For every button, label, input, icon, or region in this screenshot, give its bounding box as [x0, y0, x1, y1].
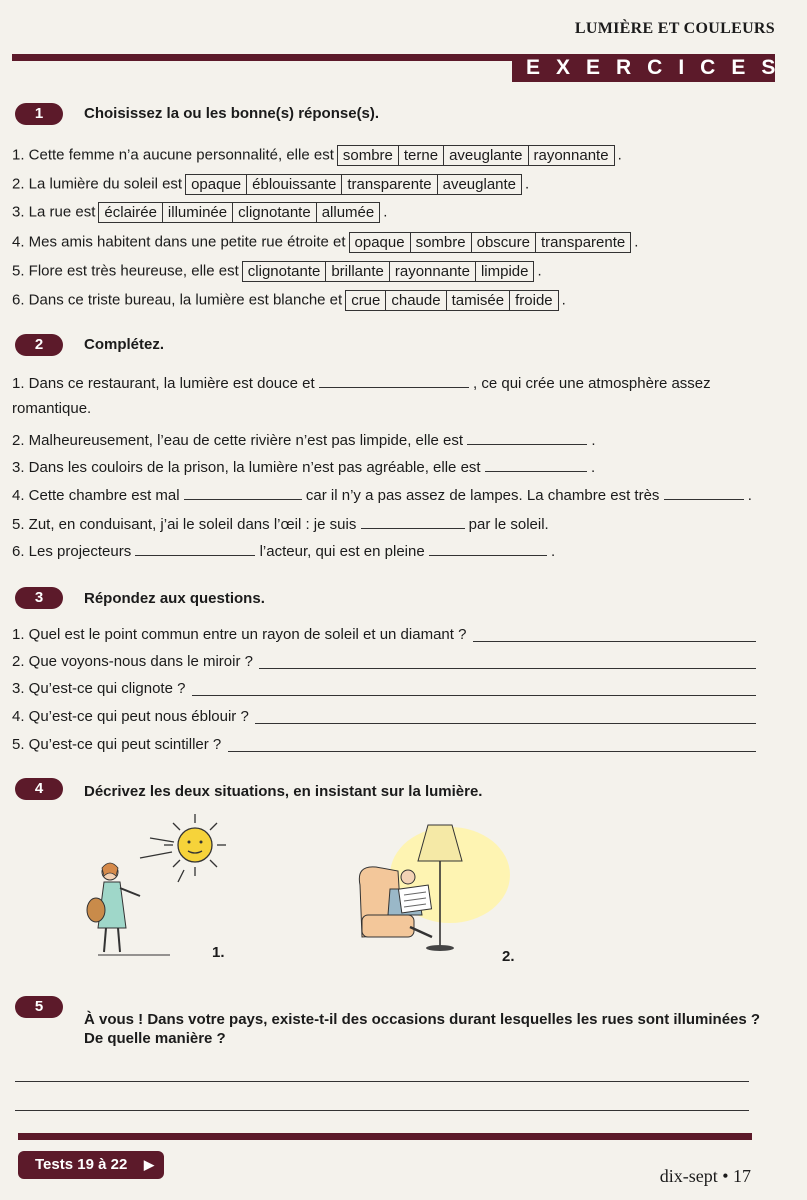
ex1-item-punct: . [561, 291, 566, 309]
tests-link-label: Tests 19 à 22 [35, 1156, 128, 1173]
ex2-text: 4. Cette chambre est mal [12, 487, 180, 504]
man-reading-illustration [340, 815, 510, 960]
choice-group [349, 232, 632, 253]
ex1-item-2 [12, 174, 529, 195]
exercise-4-instruction: Décrivez les deux situations, en insistant sur la lumière. [84, 783, 483, 800]
ex2-line-3 [12, 459, 595, 476]
ex1-item-text: 6. Dans ce triste bureau, la lumière est blanche et [12, 291, 343, 309]
choice-option[interactable]: obscure [472, 233, 536, 252]
question-text: 4. Qu’est-ce qui peut nous éblouir ? [12, 708, 249, 725]
ex3-question-2 [12, 653, 253, 670]
ex2-text: l’acteur, qui est en pleine [259, 543, 425, 560]
ex2-line-1 [12, 375, 711, 392]
exercise-1-instruction: Choisissez la ou les bonne(s) réponse(s). [84, 105, 380, 122]
ex3-question-4 [12, 708, 249, 725]
choice-option[interactable]: clignotante [233, 203, 317, 222]
choice-option[interactable]: opaque [186, 175, 247, 194]
ex2-line-1-cont: romantique. [12, 400, 92, 417]
choice-option[interactable]: rayonnante [390, 262, 476, 281]
answer-blank[interactable] [319, 375, 469, 388]
choice-option[interactable]: allumée [321, 204, 375, 221]
ex2-line-6 [12, 543, 555, 560]
answer-line[interactable] [228, 751, 756, 752]
question-text: 2. Que voyons-nous dans le miroir ? [12, 653, 253, 670]
choice-option[interactable]: sombre [411, 233, 472, 252]
choice-option[interactable]: crue [346, 291, 386, 310]
exercise-3-number: 3 [15, 587, 63, 609]
ex1-item-1 [12, 145, 622, 166]
choice-option[interactable]: éblouissante [247, 175, 342, 194]
choice-option[interactable]: éclairée [99, 203, 163, 222]
ex2-text: 6. Les projecteurs [12, 543, 132, 560]
ex1-item-punct: . [617, 146, 622, 164]
header-rule [12, 54, 512, 61]
ex2-text: 3. Dans les couloirs de la prison, la lumière n’est pas agréable, elle est [12, 459, 481, 476]
exercise-2-number: 2 [15, 334, 63, 356]
ex3-question-3 [12, 680, 185, 697]
answer-line[interactable] [259, 668, 756, 669]
question-text: 5. Qu’est-ce qui peut scintiller ? [12, 736, 222, 753]
ex1-item-text: 5. Flore est très heureuse, elle est [12, 262, 239, 280]
sun-icon [140, 814, 226, 882]
choice-option[interactable]: transparente [342, 175, 437, 194]
woman-in-sun-illustration [80, 810, 250, 960]
choice-option[interactable]: froide [515, 292, 553, 309]
exercise-5-instruction-2: De quelle manière ? [84, 1030, 226, 1047]
ex2-text: 5. Zut, en conduisant, j’ai le soleil dans l’œil : je suis [12, 516, 357, 533]
running-title: LUMIÈRE ET COULEURS [574, 20, 775, 37]
choice-option[interactable]: illuminée [163, 203, 233, 222]
ex3-question-5 [12, 736, 221, 753]
choice-option[interactable]: sombre [338, 146, 399, 165]
exercise-5-instruction-1: À vous ! Dans votre pays, existe-t-il des occasions durant lesquelles les rues sont illuminées ? [84, 1011, 761, 1028]
ex1-item-text: 3. La rue est [12, 203, 96, 221]
ex1-item-punct: . [634, 233, 639, 251]
choice-group [242, 261, 535, 282]
exercise-5-number: 5 [15, 996, 63, 1018]
answer-line[interactable] [15, 1081, 749, 1082]
exercise-3-instruction: Répondez aux questions. [84, 590, 265, 607]
ex2-text: . [591, 432, 596, 449]
choice-group [337, 145, 615, 166]
ex1-item-punct: . [383, 203, 388, 221]
answer-line[interactable] [192, 695, 756, 696]
ex1-item-4 [12, 232, 638, 253]
answer-line[interactable] [255, 723, 756, 724]
choice-option[interactable]: terne [399, 146, 444, 165]
figure-1-label: 1. [212, 944, 225, 961]
question-text: 3. Qu’est-ce qui clignote ? [12, 680, 186, 697]
choice-option[interactable]: aveuglante [442, 176, 517, 193]
choice-group [98, 202, 380, 223]
choice-option[interactable]: rayonnante [533, 147, 609, 164]
choice-option[interactable]: transparente [541, 234, 626, 251]
ex2-line-5 [12, 516, 549, 533]
choice-group [185, 174, 522, 195]
choice-group [345, 290, 558, 311]
answer-blank[interactable] [184, 487, 302, 500]
page-number: dix-sept • 17 [659, 1166, 751, 1186]
choice-option[interactable]: aveuglante [444, 146, 528, 165]
ex2-text: 1. Dans ce restaurant, la lumière est douce et [12, 375, 315, 392]
ex2-line-2 [12, 432, 596, 449]
ex2-text: . [551, 543, 556, 560]
woman-figure [87, 863, 170, 955]
ex1-item-3 [12, 202, 387, 223]
answer-blank[interactable] [429, 543, 547, 556]
ex2-text: . [747, 487, 752, 504]
ex1-item-text: 1. Cette femme n’a aucune personnalité, elle est [12, 146, 334, 164]
ex2-text: 2. Malheureusement, l’eau de cette rivière n’est pas limpide, elle est [12, 432, 464, 449]
exercise-1-number: 1 [15, 103, 63, 125]
answer-line[interactable] [15, 1110, 749, 1111]
answer-blank[interactable] [467, 432, 587, 445]
ex1-item-6 [12, 290, 566, 311]
ex1-item-text: 2. La lumière du soleil est [12, 175, 183, 193]
answer-blank[interactable] [485, 459, 587, 472]
choice-option[interactable]: brillante [326, 262, 390, 281]
ex1-item-punct: . [537, 262, 542, 280]
ex2-text: , ce qui crée une atmosphère assez [473, 375, 711, 392]
exercise-2-instruction: Complétez. [84, 336, 165, 353]
answer-blank[interactable] [361, 516, 465, 529]
choice-option[interactable]: chaude [386, 291, 446, 310]
play-arrow-icon: ▶ [144, 1157, 154, 1172]
ex2-text: par le soleil. [468, 516, 549, 533]
footer-rule [18, 1133, 752, 1140]
choice-option[interactable]: limpide [480, 263, 529, 280]
choice-option[interactable]: tamisée [447, 291, 511, 310]
tests-link-button[interactable] [18, 1151, 164, 1179]
ex1-item-text: 4. Mes amis habitent dans une petite rue étroite et [12, 233, 346, 251]
choice-option[interactable]: clignotante [243, 262, 327, 281]
ex2-text: car il n’y a pas assez de lampes. La chambre est très [305, 487, 660, 504]
ex1-item-punct: . [525, 175, 530, 193]
ex1-item-5 [12, 261, 542, 282]
choice-option[interactable]: opaque [350, 233, 411, 252]
answer-blank[interactable] [664, 487, 744, 500]
figure-2-label: 2. [502, 948, 515, 965]
question-text: 1. Quel est le point commun entre un rayon de soleil et un diamant ? [12, 626, 467, 643]
answer-blank[interactable] [135, 543, 255, 556]
answer-line[interactable] [473, 641, 756, 642]
exercices-banner: EXERCICES [512, 54, 775, 82]
exercise-4-number: 4 [15, 778, 63, 800]
ex3-question-1 [12, 626, 466, 643]
ex2-text: . [590, 459, 596, 476]
ex2-line-4 [12, 487, 752, 504]
